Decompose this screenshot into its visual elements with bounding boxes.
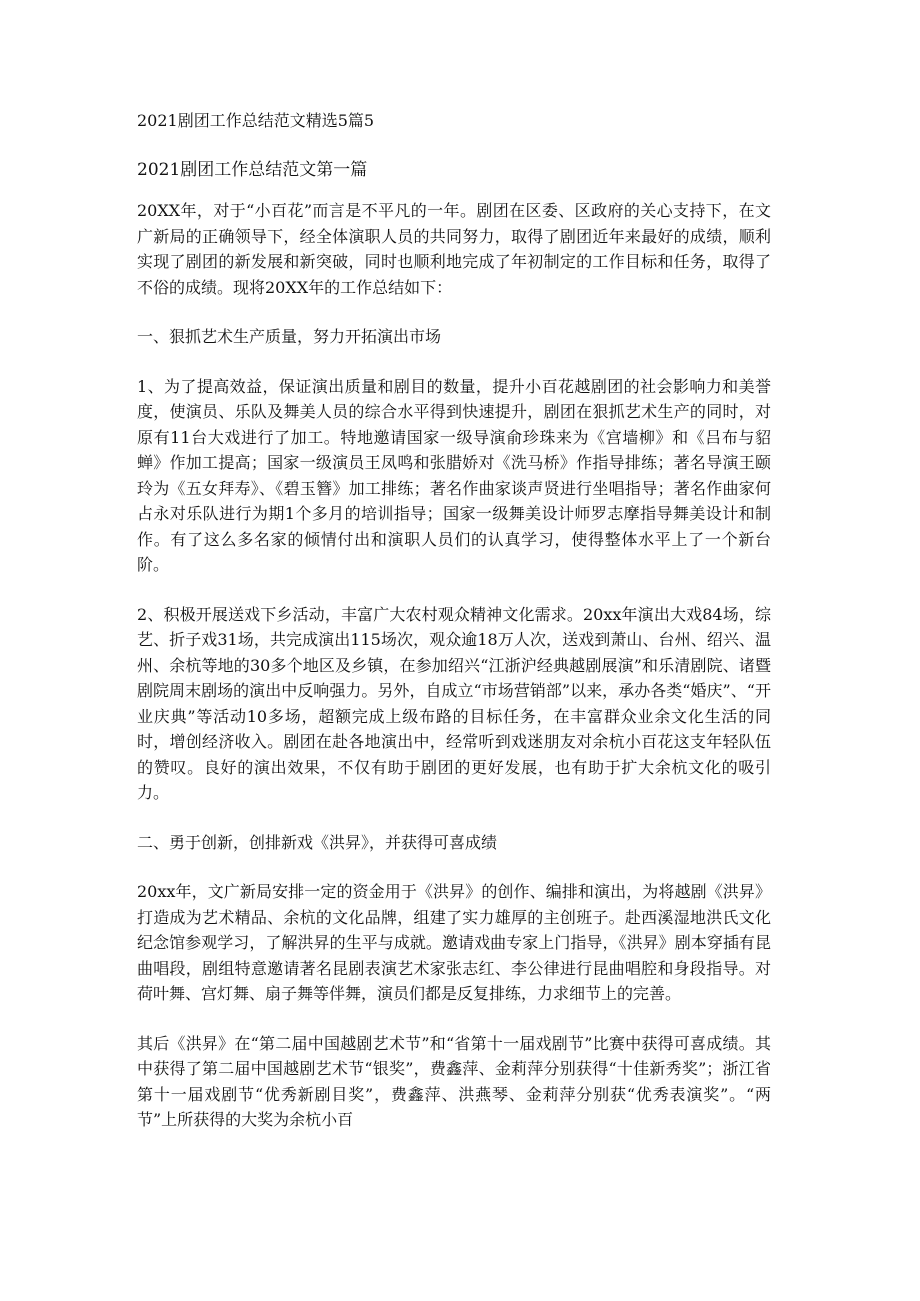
- section-title: 2021剧团工作总结范文第一篇: [137, 160, 368, 180]
- paragraph-item-1: 1、为了提高效益，保证演出质量和剧目的数量，提升小百花越剧团的社会影响力和美誉度，使演员、乐队及舞美人员的综合水平得到快速提升，剧团在狠抓艺术生产的同时，对原有11台大戏进行了加工。特地邀请国家一级导演俞珍珠来为《宫墙柳》和《吕布与貂蝉》作加工提高；国家一级演员王凤鸣和张腊娇对《洗马桥》作指导排练；著名导演王颐玲为《五女拜寿》、《碧玉簪》加工排练；著名作曲家谈声贤进行坐唱指导；著名作曲家何占永对乐队进行为期1个多月的培训指导；国家一级舞美设计师罗志摩指导舞美设计和制作。有了这么多名家的倾情付出和演职人员们的认真学习，使得整体水平上了一个新台阶。: [137, 376, 771, 574]
- document-title: 2021剧团工作总结范文精选5篇5: [137, 111, 375, 130]
- paragraph-intro: 20XX年，对于“小百花”而言是不平凡的一年。剧团在区委、区政府的关心支持下，在文广新局的正确领导下，经全体演职人员的共同努力，取得了剧团近年来最好的成绩，顺利实现了剧团的新发展和新突破，同时也顺利地完成了年初制定的工作目标和任务，取得了不俗的成绩。现将20XX年的工作总结如下：: [137, 201, 771, 297]
- document-page: [137, 108, 771, 1157]
- heading-part-two: 二、勇于创新，创排新戏《洪昇》，并获得可喜成绩: [137, 832, 498, 852]
- heading-part-one: 一、狠抓艺术生产质量，努力开拓演出市场: [137, 327, 442, 346]
- paragraph-item-2: 2、积极开展送戏下乡活动，丰富广大农村观众精神文化需求。20xx年演出大戏84场，综艺、折子戏31场，共完成演出115场次，观众逾18万人次，送戏到萧山、台州、绍兴、温州、余杭等地的30多个地区及乡镇，在参加绍兴“江浙沪经典越剧展演”和乐清剧院、诸暨剧院周末剧场的演出中反响强力。另外，自成立“市场营销部”以来，承办各类“婚庆”、“开业庆典”等活动10多场，超额完成上级布路的目标任务，在丰富群众业余文化生活的同时，增创经济收入。剧团在赴各地演出中，经常听到戏迷朋友对余杭小百花这支年轻队伍的赞叹。良好的演出效果，不仅有助于剧团的更好发展，也有助于扩大余杭文化的吸引力。: [137, 604, 771, 802]
- paragraph-hongsheng-creation: 20xx年，文广新局安排一定的资金用于《洪昇》的创作、编排和演出，为将越剧《洪昇》打造成为艺术精品、余杭的文化品牌，组建了实力雄厚的主创班子。赴西溪湿地洪氏文化纪念馆参观学习，了解洪昇的生平与成就。邀请戏曲专家上门指导，《洪昇》剧本穿插有昆曲唱段，剧组特意邀请著名昆剧表演艺术家张志红、李公律进行昆曲唱腔和身段指导。对荷叶舞、宫灯舞、扇子舞等伴舞，演员们都是反复排练，力求细节上的完善。: [137, 882, 771, 1003]
- paragraph-hongsheng-awards: 其后《洪昇》在“第二届中国越剧艺术节”和“省第十一届戏剧节”比赛中获得可喜成绩。其中获得了第二届中国越剧艺术节“银奖”，费鑫萍、金莉萍分别获得“十佳新秀奖”；浙江省第十一届戏剧节“优秀新剧目奖”，费鑫萍、洪燕琴、金莉萍分别获“优秀表演奖”。“两节”上所获得的大奖为余杭小百: [137, 1033, 771, 1129]
